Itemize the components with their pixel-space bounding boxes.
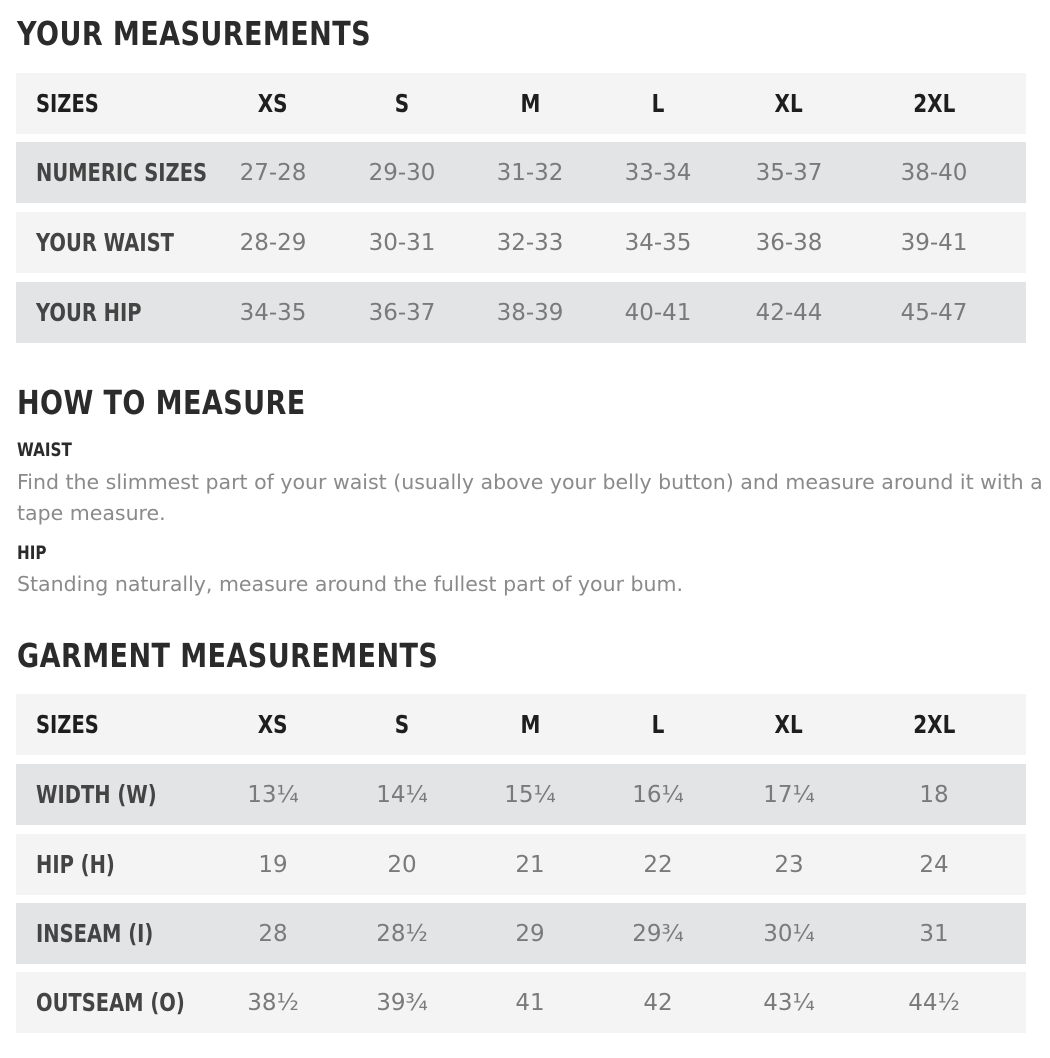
waist-instructions: Find the slimmest part of your waist (usually above your belly button) and measure around it with a tape measure. — [17, 470, 1043, 525]
size-header-s: S — [394, 89, 410, 118]
table-cell: 32-33 — [496, 229, 564, 256]
hip-subtitle: HIP — [17, 542, 47, 564]
row-label: HIP (H) — [36, 850, 115, 879]
your-measurements-title: YOUR MEASUREMENTS — [17, 14, 371, 53]
table-cell: 17¼ — [763, 781, 815, 808]
row-label: YOUR HIP — [36, 298, 142, 327]
table-cell: 23 — [774, 851, 804, 878]
table-cell: 35-37 — [755, 159, 823, 186]
table-row — [16, 142, 1026, 203]
table-row — [16, 834, 1026, 895]
row-label: INSEAM (I) — [36, 919, 154, 948]
row-label: YOUR WAIST — [36, 228, 174, 257]
table-cell: 22 — [643, 851, 673, 878]
table-cell: 33-34 — [624, 159, 692, 186]
sizes-header-label: SIZES — [36, 710, 99, 739]
table-cell: 43¼ — [763, 989, 815, 1016]
table-cell: 41 — [515, 989, 545, 1016]
size-header-m: M — [520, 710, 540, 739]
table-cell: 15¼ — [504, 781, 556, 808]
table-cell: 28-29 — [239, 229, 307, 256]
table-header-row — [16, 73, 1026, 134]
size-header-l: L — [651, 710, 665, 739]
table-cell: 31 — [919, 920, 949, 947]
size-header-2xl: 2XL — [912, 710, 956, 739]
table-header-row — [16, 694, 1026, 755]
table-cell: 30¼ — [763, 920, 815, 947]
table-cell: 42 — [643, 989, 673, 1016]
table-cell: 28½ — [376, 920, 428, 947]
size-header-l: L — [651, 89, 665, 118]
table-cell: 44½ — [908, 989, 960, 1016]
size-header-xs: XS — [258, 710, 288, 739]
table-cell: 16¼ — [632, 781, 684, 808]
table-row — [16, 212, 1026, 273]
how-to-measure-title: HOW TO MEASURE — [17, 383, 306, 422]
table-cell: 19 — [258, 851, 288, 878]
size-header-m: M — [520, 89, 540, 118]
size-header-xl: XL — [774, 89, 804, 118]
table-cell: 28 — [258, 920, 288, 947]
size-header-2xl: 2XL — [912, 89, 956, 118]
table-cell: 24 — [919, 851, 949, 878]
table-row — [16, 282, 1026, 343]
table-cell: 27-28 — [239, 159, 307, 186]
table-cell: 31-32 — [496, 159, 564, 186]
size-header-xl: XL — [774, 710, 804, 739]
table-cell: 39-41 — [900, 229, 968, 256]
table-row — [16, 903, 1026, 964]
waist-subtitle: WAIST — [17, 439, 72, 461]
table-cell: 13¼ — [247, 781, 299, 808]
your-measurements-table — [16, 73, 1026, 343]
row-label: NUMERIC SIZES — [36, 158, 208, 187]
table-cell: 30-31 — [368, 229, 436, 256]
table-cell: 34-35 — [624, 229, 692, 256]
table-cell: 36-37 — [368, 299, 436, 326]
table-cell: 21 — [515, 851, 545, 878]
table-row — [16, 764, 1026, 825]
hip-instructions: Standing naturally, measure around the fullest part of your bum. — [17, 572, 684, 596]
table-cell: 14¼ — [376, 781, 428, 808]
sizes-header-label: SIZES — [36, 89, 99, 118]
table-cell: 38-40 — [900, 159, 968, 186]
table-cell: 34-35 — [239, 299, 307, 326]
row-label: WIDTH (W) — [36, 780, 157, 809]
table-cell: 45-47 — [900, 299, 968, 326]
table-cell: 36-38 — [755, 229, 823, 256]
table-cell: 38-39 — [496, 299, 564, 326]
size-header-xs: XS — [258, 89, 288, 118]
table-cell: 18 — [919, 781, 949, 808]
table-cell: 38½ — [247, 989, 299, 1016]
table-cell: 42-44 — [755, 299, 823, 326]
table-cell: 29 — [515, 920, 545, 947]
row-label: OUTSEAM (O) — [36, 988, 185, 1017]
table-row — [16, 972, 1026, 1033]
table-cell: 39¾ — [376, 989, 428, 1016]
garment-measurements-table — [16, 694, 1026, 1033]
size-header-s: S — [394, 710, 410, 739]
table-cell: 29¾ — [632, 920, 684, 947]
table-cell: 29-30 — [368, 159, 436, 186]
table-cell: 40-41 — [624, 299, 692, 326]
table-cell: 20 — [387, 851, 417, 878]
garment-measurements-title: GARMENT MEASUREMENTS — [17, 636, 439, 675]
